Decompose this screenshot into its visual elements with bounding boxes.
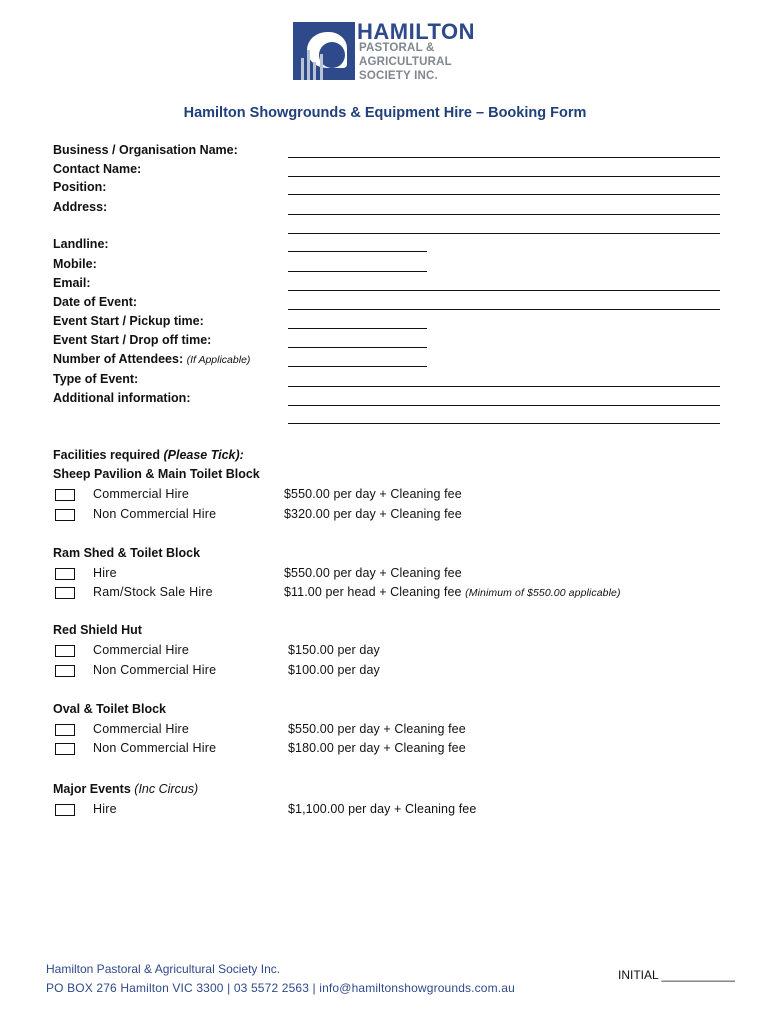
dropoff-time-label: Event Start / Drop off time: — [53, 333, 212, 347]
mobile-label: Mobile: — [53, 257, 97, 271]
option-label: Commercial Hire — [93, 643, 190, 657]
option-price: $180.00 per day + Cleaning fee — [288, 741, 466, 755]
society-logo — [293, 20, 483, 84]
pickup-time-label: Event Start / Pickup time: — [53, 314, 204, 328]
option-price: $11.00 per head + Cleaning fee (Minimum of $550.00 applicable) — [284, 585, 621, 599]
sheep-pavilion-non-commercial-checkbox[interactable] — [55, 509, 75, 521]
option-price: $320.00 per day + Cleaning fee — [284, 507, 462, 521]
option-label: Non Commercial Hire — [93, 507, 217, 521]
contact-name-label: Contact Name: — [53, 162, 142, 176]
option-price: $1,100.00 per day + Cleaning fee — [288, 802, 477, 816]
option-label: Commercial Hire — [93, 722, 190, 736]
form-title: Hamilton Showgrounds & Equipment Hire – Booking Form — [183, 105, 587, 121]
address-field-line-2[interactable] — [288, 233, 720, 234]
footer-organisation: Hamilton Pastoral & Agricultural Society Inc. — [46, 962, 281, 976]
footer-contact: PO BOX 276 Hamilton VIC 3300 | 03 5572 2563 | info@hamiltonshowgrounds.com.au — [46, 981, 515, 995]
option-label: Non Commercial Hire — [93, 663, 217, 677]
section-ram-shed-title: Ram Shed & Toilet Block — [53, 546, 201, 560]
ram-head-logo-icon — [293, 22, 355, 80]
event-date-label: Date of Event: — [53, 295, 138, 309]
option-label: Commercial Hire — [93, 487, 190, 501]
position-label: Position: — [53, 180, 107, 194]
oval-commercial-checkbox[interactable] — [55, 724, 75, 736]
dropoff-time-field[interactable] — [288, 347, 427, 348]
option-price: $550.00 per day + Cleaning fee — [284, 487, 462, 501]
position-field[interactable] — [288, 194, 720, 195]
attendees-field[interactable] — [288, 366, 427, 367]
option-label: Hire — [93, 566, 117, 580]
email-label: Email: — [53, 276, 91, 290]
red-shield-non-commercial-checkbox[interactable] — [55, 665, 75, 677]
section-red-shield-hut-title: Red Shield Hut — [53, 623, 142, 637]
attendees-note: (If Applicable) — [186, 354, 251, 366]
sheep-pavilion-commercial-checkbox[interactable] — [55, 489, 75, 501]
pickup-time-field[interactable] — [288, 328, 427, 329]
additional-info-field-line-1[interactable] — [288, 405, 720, 406]
section-major-events-title: Major Events (Inc Circus) — [53, 782, 199, 796]
event-type-field[interactable] — [288, 386, 720, 387]
initial-field[interactable]: INITIAL ___________ — [618, 968, 735, 982]
logo-title: HAMILTON — [357, 19, 476, 44]
attendees-label: Number of Attendees: (If Applicable) — [53, 352, 251, 366]
red-shield-commercial-checkbox[interactable] — [55, 645, 75, 657]
section-sheep-pavilion-title: Sheep Pavilion & Main Toilet Block — [53, 467, 260, 481]
option-label: Ram/Stock Sale Hire — [93, 585, 213, 599]
option-price: $150.00 per day — [288, 643, 380, 657]
email-field[interactable] — [288, 290, 720, 291]
mobile-field[interactable] — [288, 271, 427, 272]
landline-label: Landline: — [53, 237, 109, 251]
business-name-label: Business / Organisation Name: — [53, 143, 238, 157]
event-type-label: Type of Event: — [53, 372, 139, 386]
ram-stock-sale-hire-checkbox[interactable] — [55, 587, 75, 599]
address-field-line-1[interactable] — [288, 214, 720, 215]
option-label: Hire — [93, 802, 117, 816]
business-name-field[interactable] — [288, 157, 720, 158]
ram-shed-hire-checkbox[interactable] — [55, 568, 75, 580]
landline-field[interactable] — [288, 251, 427, 252]
minimum-note: (Minimum of $550.00 applicable) — [465, 587, 621, 599]
option-price: $100.00 per day — [288, 663, 380, 677]
event-date-field[interactable] — [288, 309, 720, 310]
section-oval-title: Oval & Toilet Block — [53, 702, 166, 716]
additional-info-label: Additional information: — [53, 391, 191, 405]
option-label: Non Commercial Hire — [93, 741, 217, 755]
option-price: $550.00 per day + Cleaning fee — [288, 722, 466, 736]
option-price: $550.00 per day + Cleaning fee — [284, 566, 462, 580]
logo-subtitle: PASTORAL & AGRICULTURAL SOCIETY INC. — [359, 42, 452, 82]
facilities-heading: Facilities required (Please Tick): — [53, 448, 244, 462]
address-label: Address: — [53, 200, 108, 214]
additional-info-field-line-2[interactable] — [288, 423, 720, 424]
oval-non-commercial-checkbox[interactable] — [55, 743, 75, 755]
contact-name-field[interactable] — [288, 176, 720, 177]
major-events-hire-checkbox[interactable] — [55, 804, 75, 816]
